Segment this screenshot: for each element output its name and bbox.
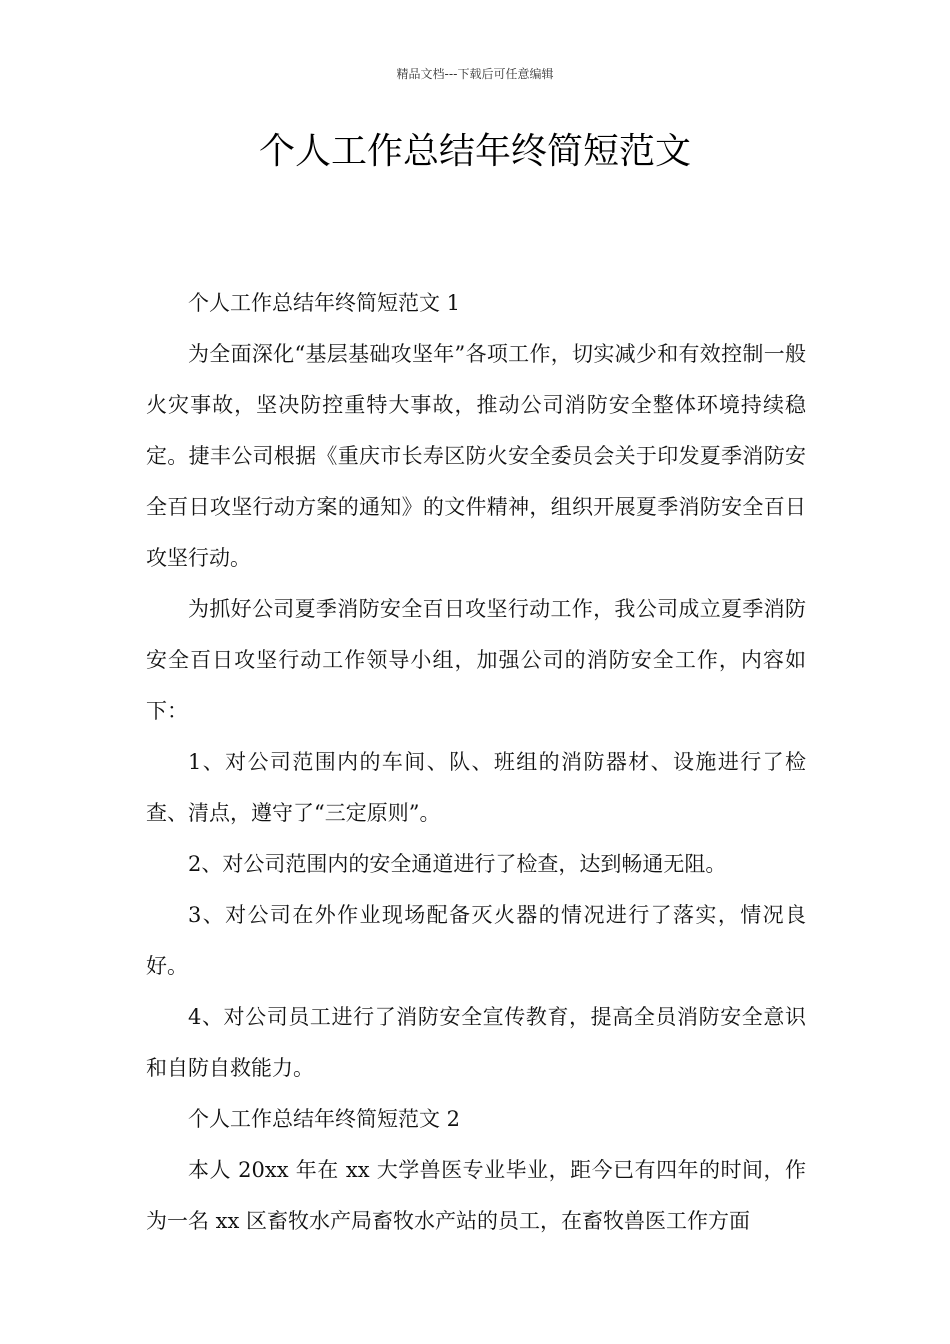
header-note: 精品文档---下载后可任意编辑 <box>396 67 554 81</box>
document-body <box>146 278 806 1247</box>
document-title: 个人工作总结年终简短范文 <box>258 131 691 172</box>
list-item: 2、对公司范围内的安全通道进行了检查，达到畅通无阻。 <box>188 852 727 876</box>
section-heading-1: 个人工作总结年终简短范文 1 <box>188 291 461 315</box>
section-heading-2: 个人工作总结年终简短范文 2 <box>188 1107 461 1131</box>
paragraph: 为抓好公司夏季消防安全百日攻坚行动工作，我公司成立夏季消防安全百日攻坚行动工作领导小组，加强公司的消防安全工作，内容如下： <box>146 597 806 723</box>
list-item: 4、对公司员工进行了消防安全宣传教育，提高全员消防安全意识和自防自救能力。 <box>146 1005 806 1080</box>
list-item: 3、对公司在外作业现场配备灭火器的情况进行了落实，情况良好。 <box>146 903 806 978</box>
paragraph: 本人 20xx 年在 xx 大学兽医专业毕业，距今已有四年的时间，作为一名 xx 区畜牧水产局畜牧水产站的员工，在畜牧兽医工作方面 <box>146 1158 806 1233</box>
paragraph: 为全面深化“基层基础攻坚年”各项工作，切实减少和有效控制一般火灾事故，坚决防控重特大事故，推动公司消防安全整体环境持续稳定。捷丰公司根据《重庆市长寿区防火安全委员会关于印发夏季消防安全百日攻坚行动方案的通知》的文件精神，组织开展夏季消防安全百日攻坚行动。 <box>146 342 806 570</box>
list-item: 1、对公司范围内的车间、队、班组的消防器材、设施进行了检查、清点，遵守了“三定原则”。 <box>146 750 806 825</box>
